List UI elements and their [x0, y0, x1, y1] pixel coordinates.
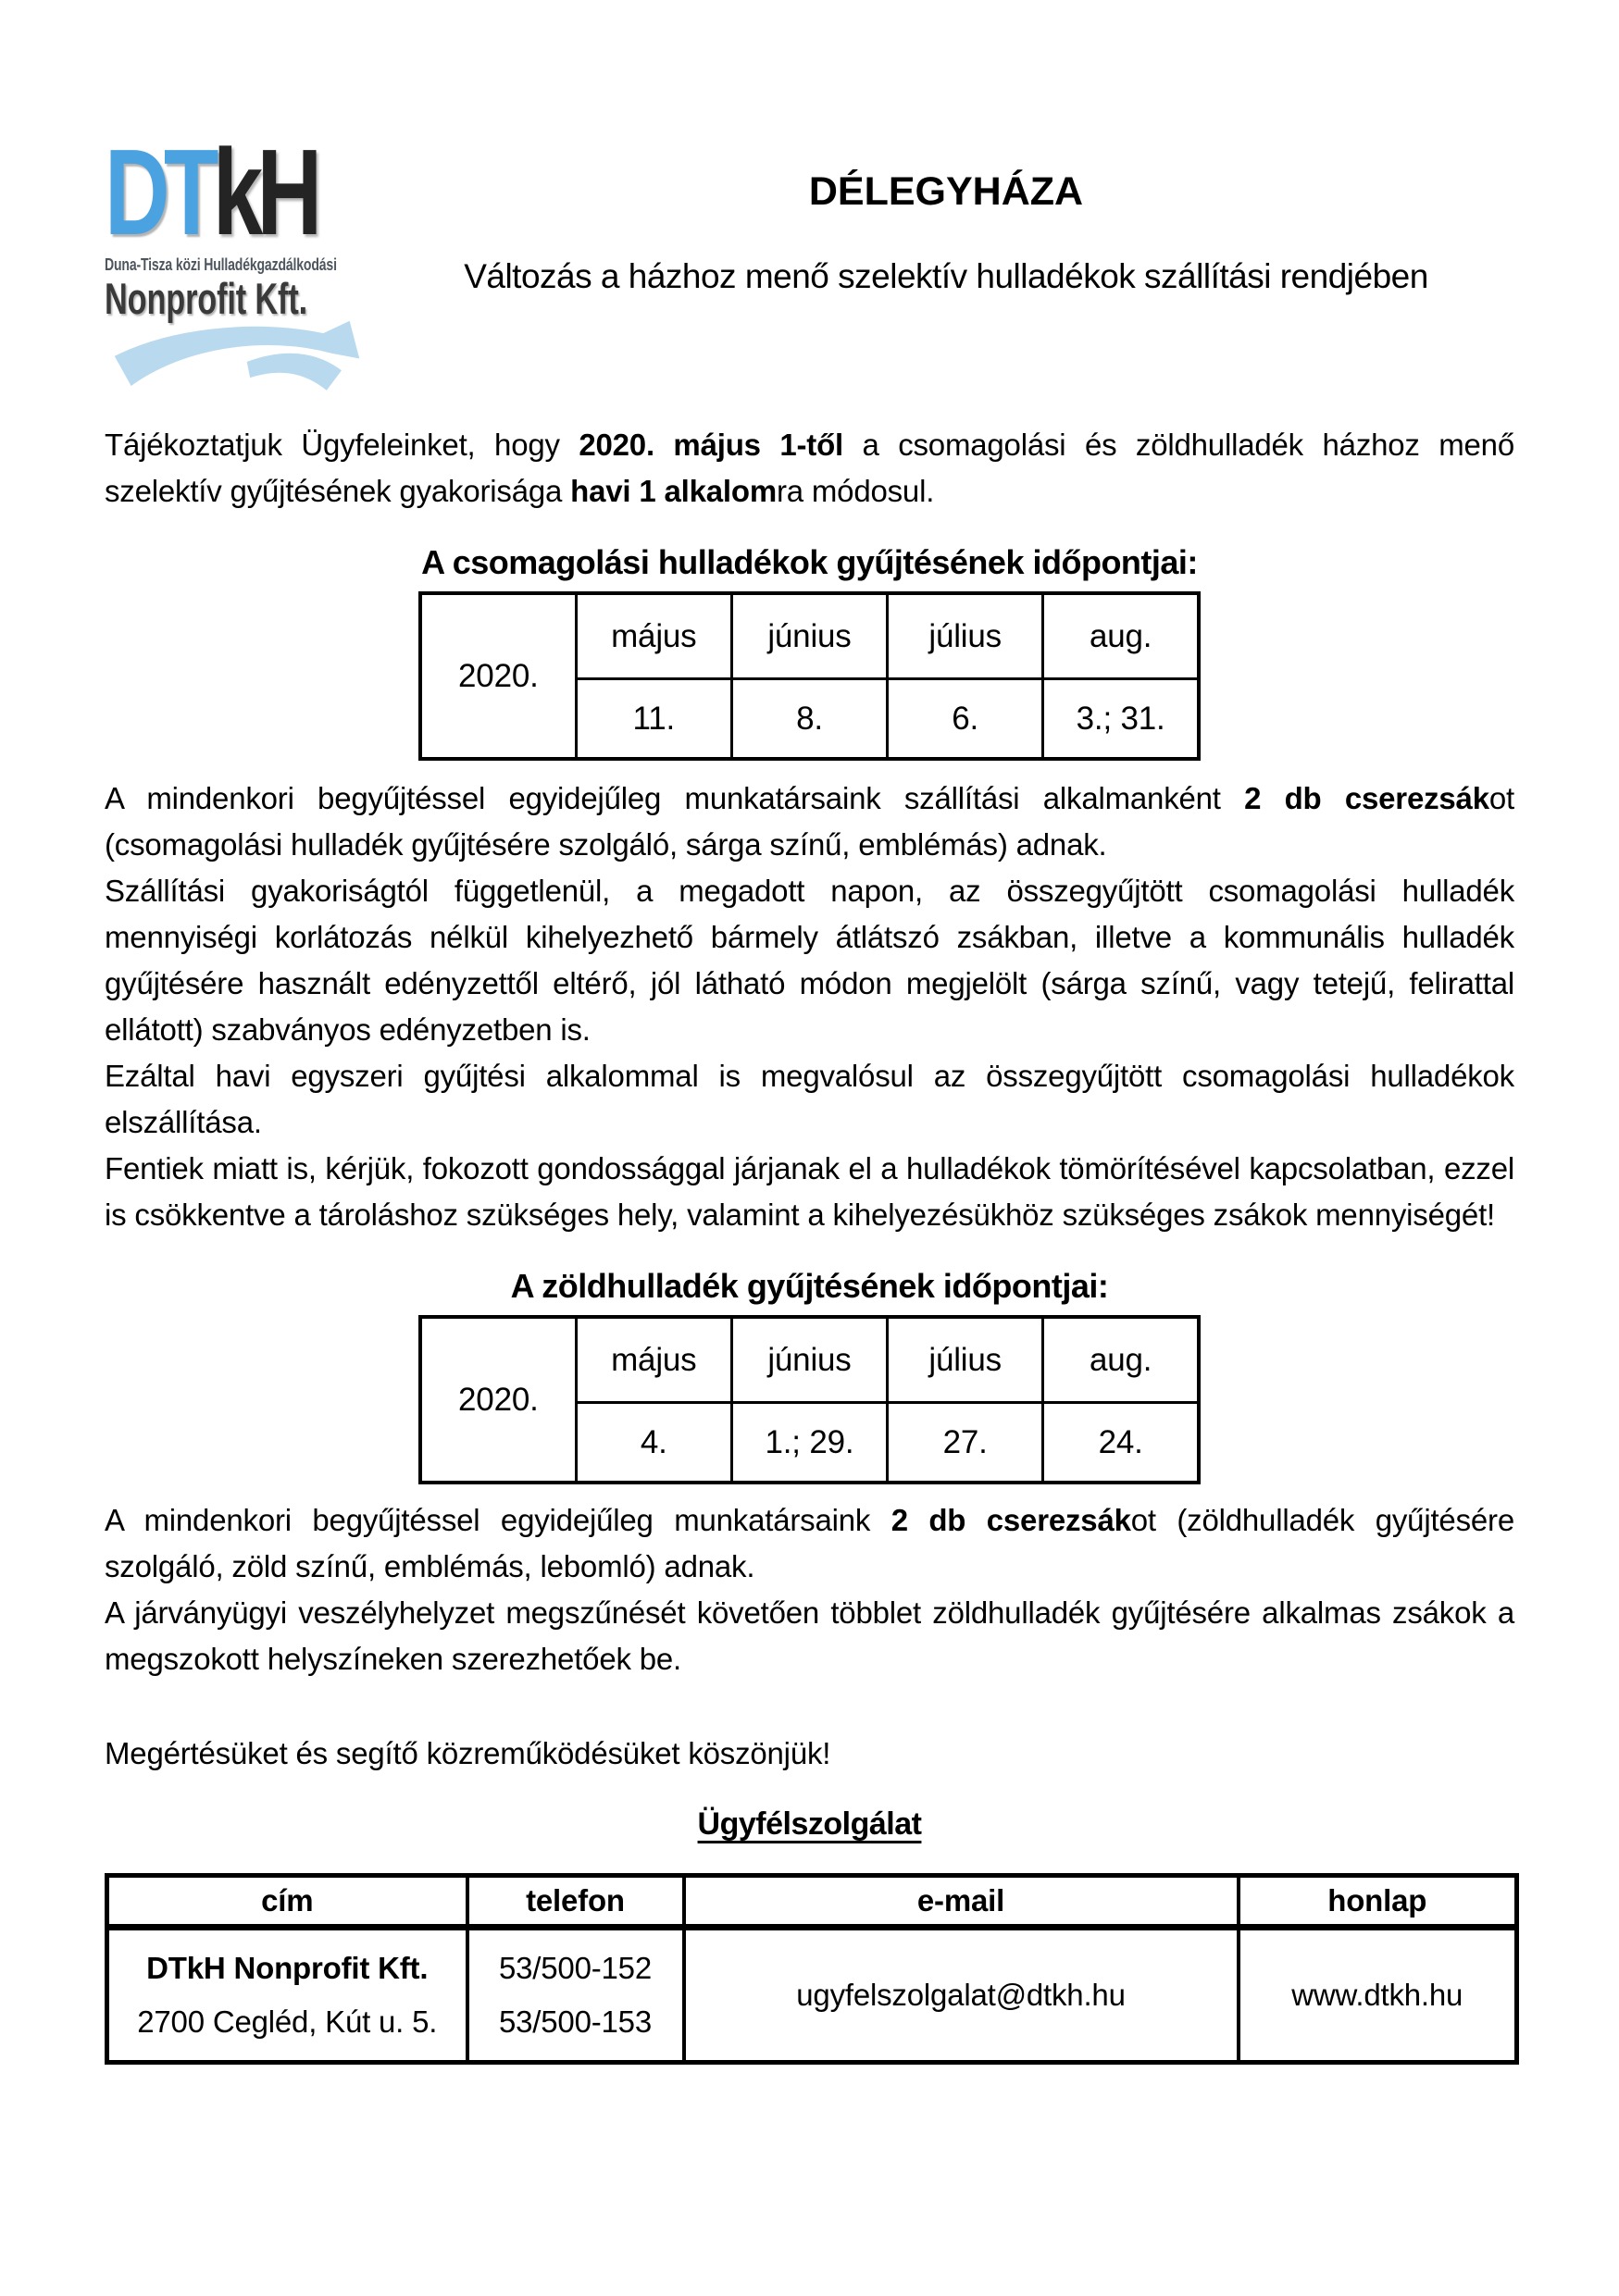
customer-service-heading: Ügyfélszolgálat — [697, 1806, 922, 1842]
text-run: A járványügyi veszélyhelyzet megszűnését követően többlet zöldhulladék gyűjtésére alkalmas zsákok a megszokott helyszíneken szerezhetőek be. — [105, 1595, 1514, 1676]
body-paragraph — [105, 1590, 1514, 1682]
date-cell: 4. — [576, 1403, 731, 1483]
website-cell: www.dtkh.hu — [1239, 1928, 1517, 2063]
intro-paragraph — [105, 422, 1514, 515]
logo-acronym — [105, 124, 317, 260]
closing-paragraph: Megértésüket és segítő közreműködésüket köszönjük! — [105, 1736, 831, 1770]
document-header — [105, 124, 1514, 415]
date-cell: 3.; 31. — [1043, 679, 1199, 760]
text-run: A mindenkori begyűjtéssel egyidejűleg munkatársaink — [105, 1503, 891, 1537]
body-paragraph — [105, 776, 1514, 868]
month-cell: július — [888, 593, 1043, 679]
table-row — [420, 1317, 1199, 1403]
text-run: Tájékoztatjuk Ügyfeleinket, hogy — [105, 428, 579, 462]
text-run: ot (csomagolási hulladék gyűjtésére szolgáló, sárga színű, emblémás) adnak. — [105, 781, 1514, 862]
company-address: 2700 Cegléd, Kút u. 5. — [137, 2004, 438, 2039]
packaging-schedule-heading: A csomagolási hulladékok gyűjtésének időpontjai: — [421, 543, 1198, 581]
phone-number: 53/500-153 — [499, 2004, 652, 2039]
bold-text-run: 2 db cserezsák — [1244, 781, 1489, 815]
month-cell: aug. — [1043, 1317, 1199, 1403]
green-schedule-table — [418, 1315, 1201, 1484]
body-paragraph — [105, 1053, 1514, 1146]
email-cell: ugyfelszolgalat@dtkh.hu — [684, 1928, 1239, 2063]
month-cell: május — [576, 593, 731, 679]
packaging-schedule-table — [418, 591, 1201, 761]
date-cell: 1.; 29. — [731, 1403, 887, 1483]
green-schedule-heading: A zöldhulladék gyűjtésének időpontjai: — [510, 1267, 1109, 1305]
contact-header-row — [107, 1876, 1517, 1928]
logo-letter-k: k — [212, 124, 257, 260]
column-header-email: e-mail — [684, 1876, 1239, 1928]
contact-table — [105, 1873, 1519, 2065]
bold-text-run: 2 db cserezsák — [890, 1503, 1131, 1537]
page-subtitle: Változás a házhoz menő szelektív hulladékok szállítási rendjében — [464, 257, 1428, 295]
bold-text-run: havi 1 alkalom — [570, 474, 777, 508]
text-run: ra módosul. — [776, 474, 935, 508]
column-header-address: cím — [107, 1876, 467, 1928]
text-run: a csomagolási és zöldhulladék házhoz menő szelektív gyűjtésének gyakorisága — [105, 428, 1514, 508]
month-cell: aug. — [1043, 593, 1199, 679]
logo-letter-d: D — [105, 124, 164, 260]
logo-letter-h: H — [256, 124, 317, 260]
phone-number: 53/500-152 — [499, 1951, 652, 1985]
month-cell: július — [888, 1317, 1043, 1403]
logo-letter-t: T — [163, 124, 213, 260]
text-run: Szállítási gyakoriságtól függetlenül, a megadott napon, az összegyűjtött csomagolási hulladék mennyiségi korlátozás nélkül kihelyezhető bármely átlátszó zsákban, illetve a kommunális hulladék gyűjtésére használt edényzettől eltérő, jól látható módon megjelölt (sárga színű, vagy tetejű, felirattal ellátott) szabványos edényzetben is. — [105, 874, 1514, 1047]
month-cell: június — [731, 593, 887, 679]
text-run: Fentiek miatt is, kérjük, fokozott gondossággal járjanak el a hulladékok tömörítésével kapcsolatban, ezzel is csökkentve a tároláshoz szükséges hely, valamint a kihelyezésükhöz szükséges zsákok mennyiségét! — [105, 1151, 1514, 1232]
date-cell: 8. — [731, 679, 887, 760]
dtkh-logo — [105, 124, 378, 415]
body-paragraph — [105, 868, 1514, 1053]
date-cell: 11. — [576, 679, 731, 760]
contact-data-row — [107, 1928, 1517, 2063]
company-name: DTkH Nonprofit Kft. — [146, 1951, 429, 1985]
body-paragraph — [105, 1146, 1514, 1238]
text-run: ot (zöldhulladék gyűjtésére szolgáló, zöld színű, emblémás, lebomló) adnak. — [105, 1503, 1514, 1583]
page-title: DÉLEGYHÁZA — [808, 169, 1084, 214]
month-cell: május — [576, 1317, 731, 1403]
text-run: Ezáltal havi egyszeri gyűjtési alkalommal is megvalósul az összegyűjtött csomagolási hulladékok elszállítása. — [105, 1059, 1514, 1139]
year-cell: 2020. — [420, 1317, 576, 1483]
column-header-phone: telefon — [467, 1876, 684, 1928]
date-cell: 6. — [888, 679, 1043, 760]
year-cell: 2020. — [420, 593, 576, 759]
phone-cell — [467, 1928, 684, 2063]
table-row — [420, 593, 1199, 679]
header-text-block — [378, 132, 1514, 415]
address-cell — [107, 1928, 467, 2063]
logo-tagline: Duna-Tisza közi Hulladékgazdálkodási — [105, 255, 337, 274]
date-cell: 27. — [888, 1403, 1043, 1483]
body-paragraph — [105, 1497, 1514, 1590]
text-run: A mindenkori begyűjtéssel egyidejűleg munkatársaink szállítási alkalmanként — [105, 781, 1245, 815]
date-cell: 24. — [1043, 1403, 1199, 1483]
logo-company-name: Nonprofit Kft. — [105, 274, 307, 323]
column-header-website: honlap — [1239, 1876, 1517, 1928]
bold-text-run: 2020. május 1-től — [579, 428, 843, 462]
month-cell: június — [731, 1317, 887, 1403]
